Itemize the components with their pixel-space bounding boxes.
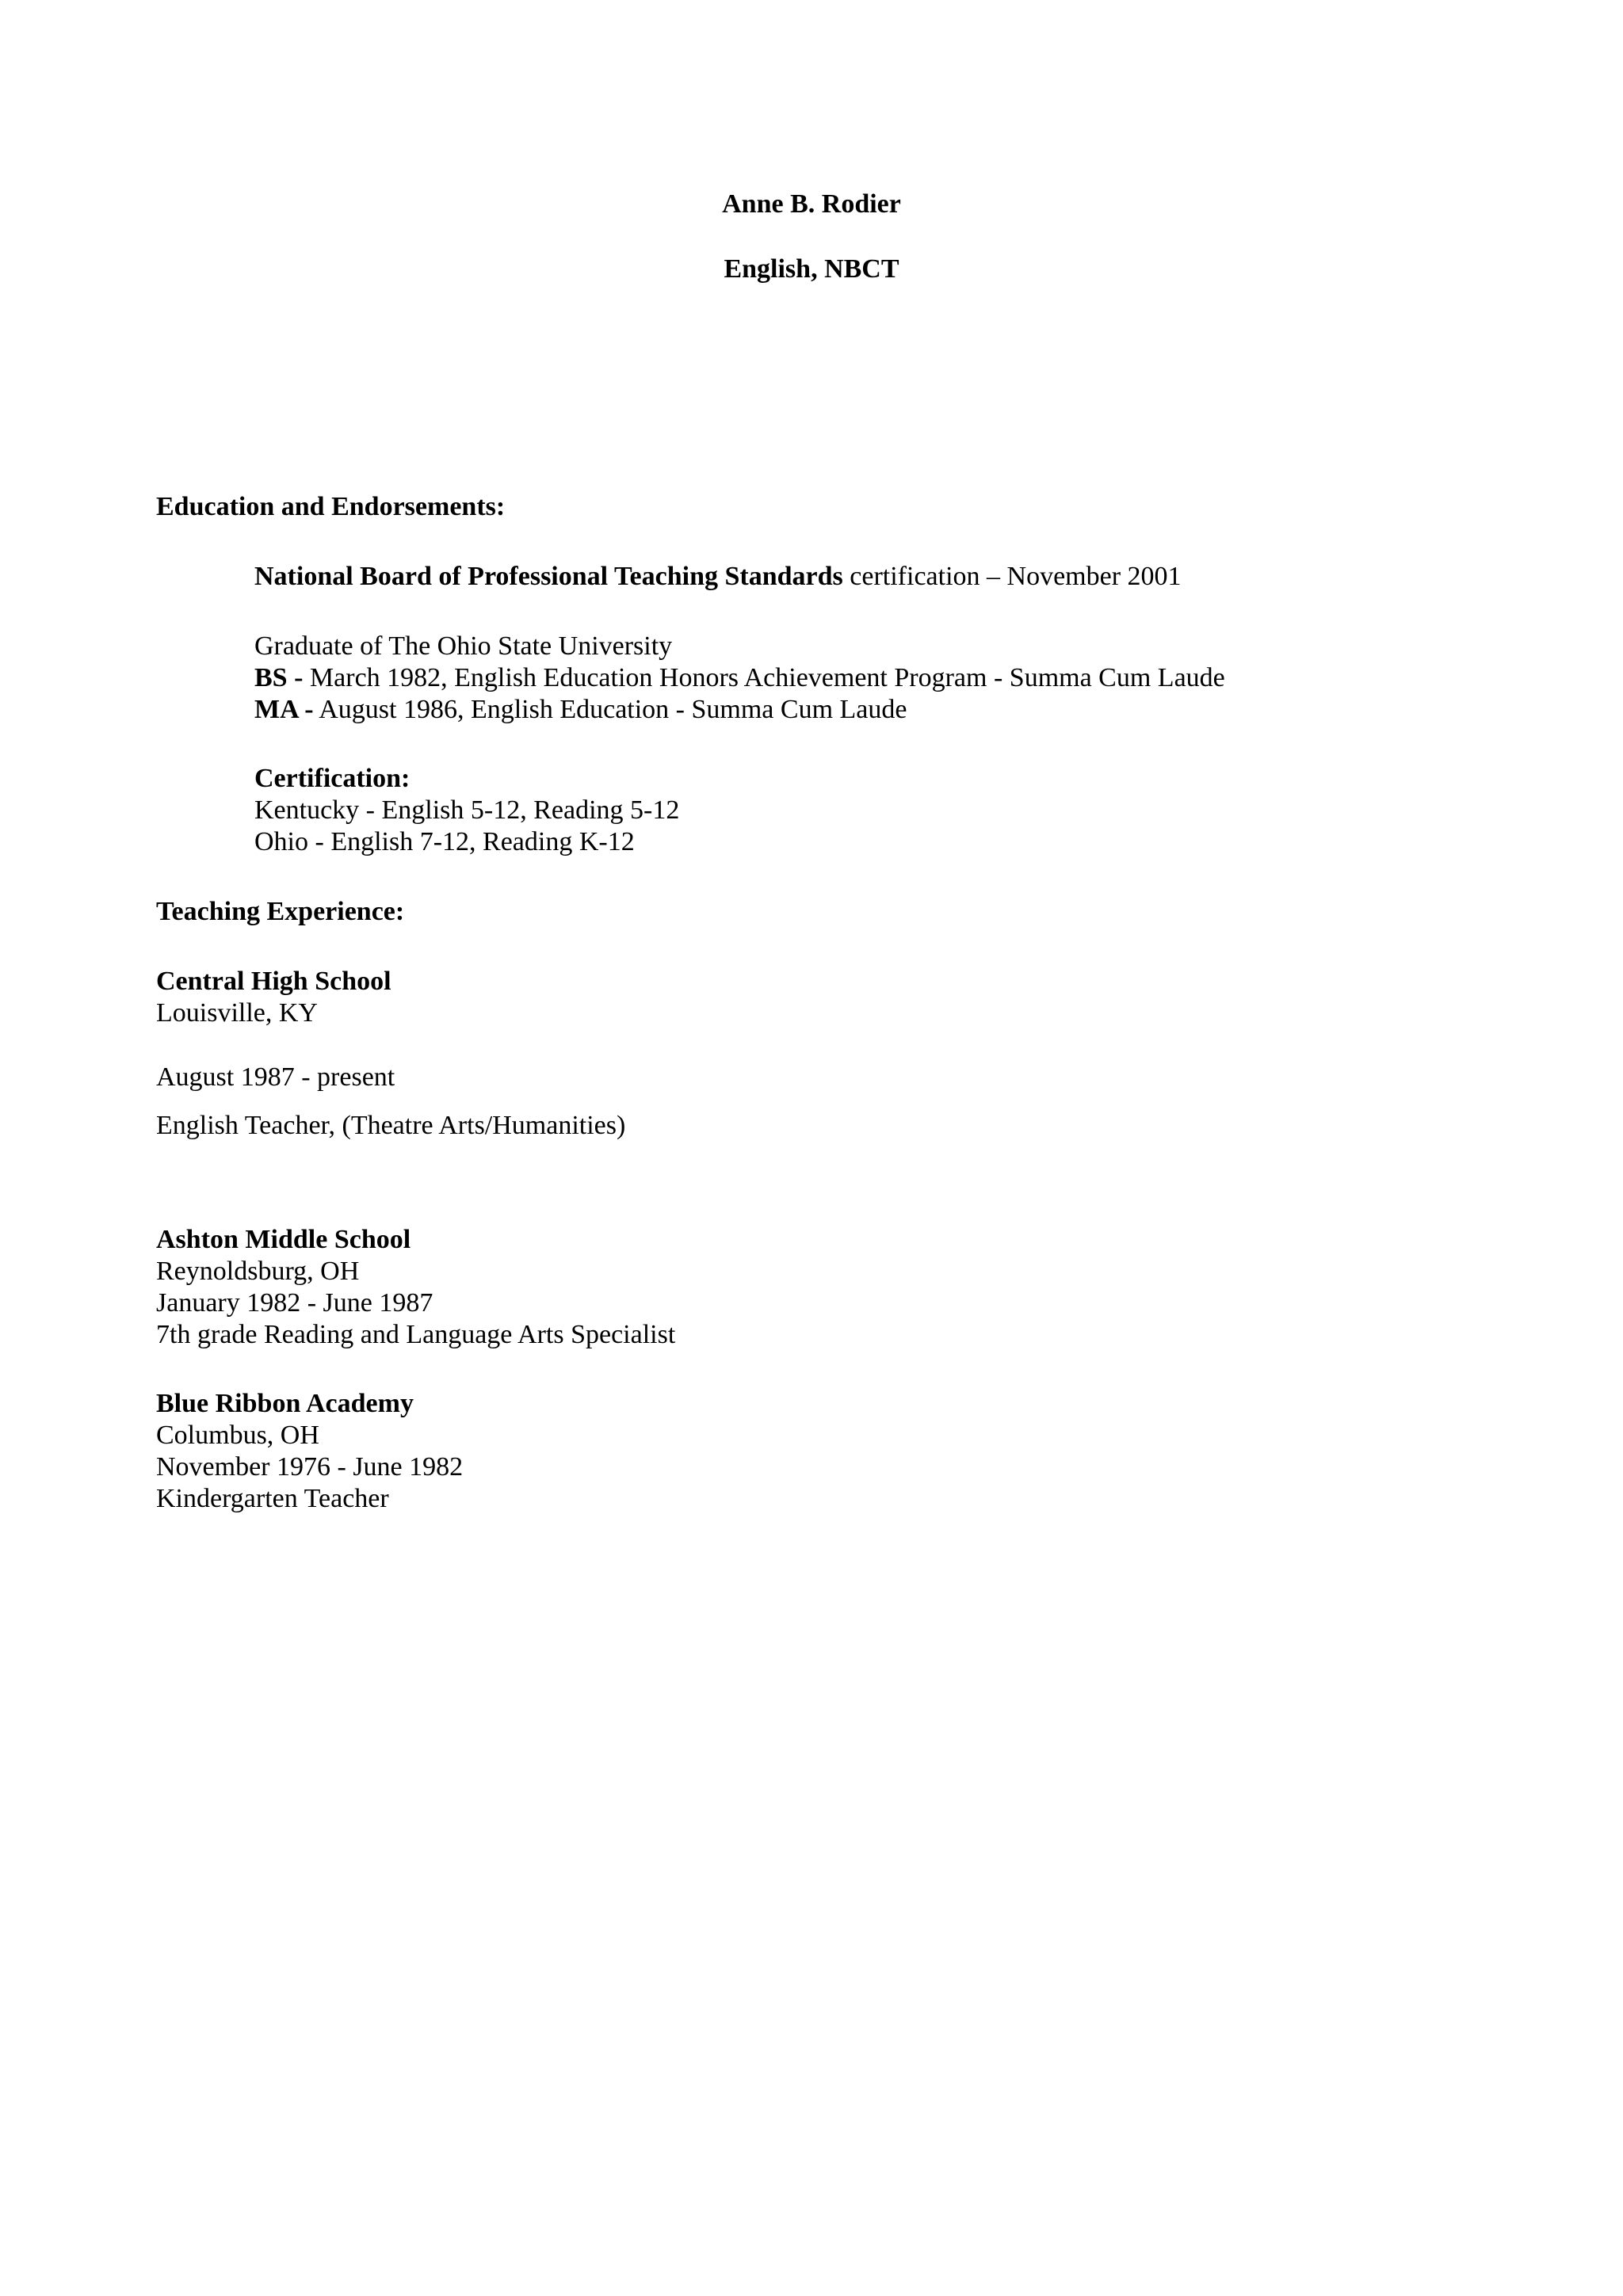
graduate-line: Graduate of The Ohio State University (254, 631, 673, 661)
ma-detail: August 1986, English Education - Summa Cum Laude (313, 695, 907, 724)
nbpts-title: National Board of Professional Teaching Standards (254, 562, 843, 591)
bs-detail: March 1982, English Education Honors Achievement Program - Summa Cum Laude (303, 663, 1225, 692)
job-location: Reynoldsburg, OH (156, 1257, 360, 1286)
job-dates: November 1976 - June 1982 (156, 1452, 464, 1482)
ma-line (254, 694, 907, 726)
resume-name: Anne B. Rodier (722, 189, 901, 219)
job-location: Columbus, OH (156, 1421, 319, 1450)
job-dates: January 1982 - June 1987 (156, 1288, 433, 1318)
certification-item: Kentucky - English 5-12, Reading 5-12 (254, 795, 680, 825)
bs-line (254, 662, 1225, 694)
certification-item: Ohio - English 7-12, Reading K-12 (254, 827, 635, 856)
job-school: Ashton Middle School (156, 1225, 411, 1254)
ma-label: MA - (254, 695, 314, 724)
job-dates: August 1987 - present (156, 1062, 395, 1092)
resume-subtitle: English, NBCT (724, 254, 899, 284)
job-location: Louisville, KY (156, 998, 318, 1028)
job-role: 7th grade Reading and Language Arts Specialist (156, 1320, 676, 1349)
job-role: Kindergarten Teacher (156, 1484, 389, 1513)
bs-label: BS - (254, 663, 304, 692)
job-school: Central High School (156, 967, 391, 996)
education-heading: Education and Endorsements: (156, 492, 506, 521)
job-role: English Teacher, (Theatre Arts/Humanities) (156, 1111, 626, 1140)
certification-heading: Certification: (254, 764, 411, 793)
nbpts-detail: certification – November 2001 (842, 562, 1182, 591)
experience-heading: Teaching Experience: (156, 897, 405, 926)
nbpts-line (254, 561, 1182, 593)
job-school: Blue Ribbon Academy (156, 1389, 414, 1418)
